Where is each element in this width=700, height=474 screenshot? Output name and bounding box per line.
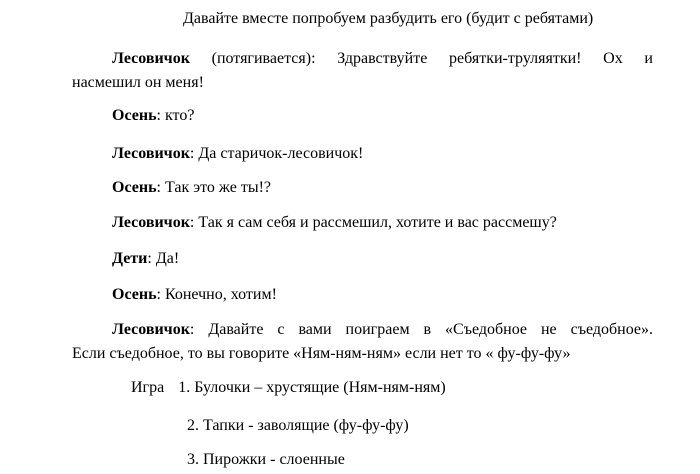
paragraph-8-continuation: Если съедобное, то вы говорите «Ням-ням-ням» если нет то « фу-фу-фу»	[72, 345, 571, 362]
intro-line	[183, 9, 593, 29]
paragraph-5-text: : Так я сам себя и рассмешил, хотите и вас рассмешу?	[189, 214, 557, 231]
speaker-lesovichok: Лесовичок	[112, 321, 190, 338]
paragraph-4-text: : Так это же ты!?	[156, 179, 271, 196]
game-item-2	[187, 416, 409, 436]
speaker-osen: Осень	[112, 107, 157, 124]
speaker-deti: Дети	[112, 250, 148, 267]
game-item-3	[187, 450, 345, 470]
paragraph-4	[112, 178, 271, 198]
game-item-text: 1. Булочки – хрустящие (Ням-ням-ням)	[178, 379, 446, 396]
paragraph-8-line-1	[112, 320, 653, 340]
speaker-osen: Осень	[112, 179, 157, 196]
paragraph-1-continuation: насмешил он меня!	[72, 74, 204, 91]
game-item-text: 2. Тапки - заволящие (фу-фу-фу)	[187, 417, 409, 434]
paragraph-2	[112, 106, 194, 126]
paragraph-1-line-2	[72, 73, 204, 93]
paragraph-7	[112, 285, 277, 305]
paragraph-5	[112, 213, 557, 233]
game-item-text: 3. Пирожки - слоенные	[187, 451, 345, 468]
paragraph-3	[112, 144, 363, 164]
paragraph-3-text: : Да старичок-лесовичок!	[189, 145, 364, 162]
intro-text: Давайте вместе попробуем разбудить его (будит с ребятами)	[183, 10, 594, 27]
paragraph-8-text: : Давайте с вами поиграем в «Съедобное не съедобное».	[189, 321, 653, 338]
paragraph-1-text: (потягивается): Здравствуйте ребятки-труляятки! Ох и	[189, 50, 653, 67]
paragraph-2-text: : кто?	[156, 107, 195, 124]
speaker-lesovichok: Лесовичок	[112, 214, 190, 231]
paragraph-6	[112, 249, 179, 269]
paragraph-6-text: : Да!	[147, 250, 180, 267]
paragraph-1-line-1	[112, 49, 653, 69]
paragraph-7-text: : Конечно, хотим!	[156, 286, 277, 303]
game-label: Игра	[131, 379, 165, 396]
game-item-1	[131, 378, 446, 398]
paragraph-8-line-2	[72, 344, 571, 364]
speaker-lesovichok: Лесовичок	[112, 50, 190, 67]
speaker-lesovichok: Лесовичок	[112, 145, 190, 162]
speaker-osen: Осень	[112, 286, 157, 303]
